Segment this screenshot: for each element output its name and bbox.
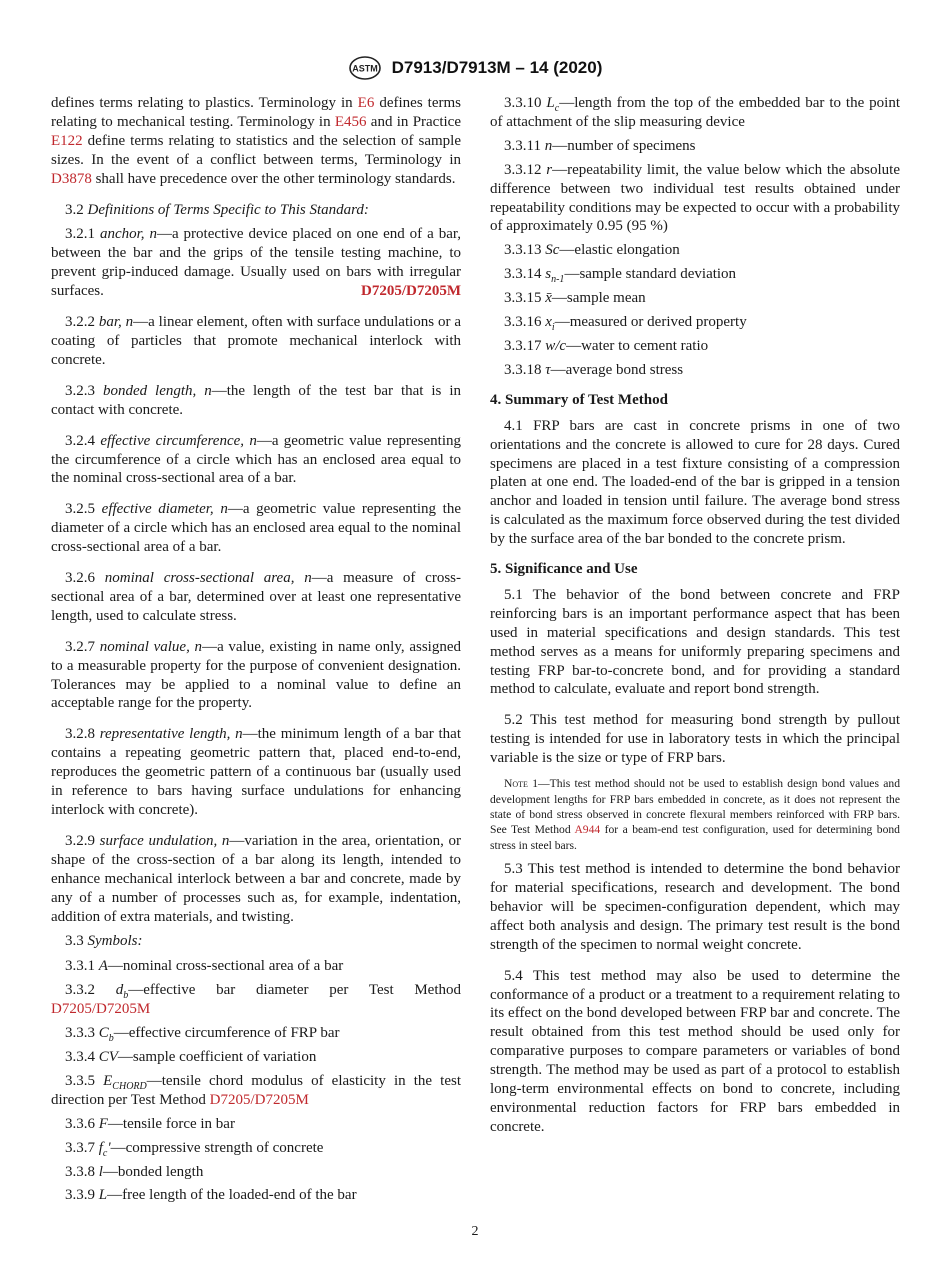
symbol-lc: 3.3.10 $L_c—length$ from the top of the embedded bar to the point of attachment of the slip measuring device: [490, 95, 900, 130]
symbol-l: 3.3.8 l—bonded length: [65, 1163, 204, 1180]
symbol-sn1: 3.3.14 $s_{n-1}—sample$ standard deviation: [504, 266, 737, 286]
page-header: [0, 56, 950, 80]
symbol-cb: 3.3.3 $C_b—effective$ circumference of FRP bar: [65, 1025, 340, 1045]
ref-e456[interactable]: E456: [334, 113, 367, 130]
symbol-echord: 3.3.5 $E_{CHORD}—tensile$ chord modulus of elasticity in the test direction per Test Method D7205/D7205M: [51, 1072, 462, 1108]
section-4-heading: 4. Summary of Test Method: [490, 391, 668, 408]
symbol-r: 3.3.12 r—repeatability limit, the value below which the absolute difference between two individual test results obtained under repeatability conditions may be expected to occur with a probability of approximately 0.95 (95 %): [490, 161, 900, 235]
svg-text:ASTM: ASTM: [351, 63, 378, 74]
ref-d7205-echord[interactable]: D7205/D7205M: [209, 1091, 309, 1108]
definition-nominal-area: 3.2.6 nominal cross-sectional area, n—a measure of cross-sectional area of a bar, determined over at least one representative length, used to calculate stress.: [51, 570, 462, 624]
definition-effective-diameter: 3.2.5 effective diameter, n—a geometric value representing the diameter of a circle which has an enclosed area equal to the nominal cross-sectional area of a bar.: [51, 501, 461, 556]
symbol-a: 3.3.1 A—nominal cross-sectional area of a bar: [65, 958, 344, 975]
paragraph-5-2: 5.2 This test method for measuring bond strength by pullout testing is intended for use in laboratory tests in which the principal variable is the size or type of FRP bars.: [490, 712, 900, 767]
left-column: [51, 94, 461, 1210]
symbol-sc: 3.3.13 Sc—elastic elongation: [504, 242, 680, 259]
right-column: [490, 94, 900, 1143]
paragraph-terminology: defines terms relating to plastics. Terminology in E6 defines terms relating to mechanical testing. Terminology in E456 and in Practice E122 define terms relating to statistics and the selection of sample sizes. In the event of a conflict between terms, Terminology in D3878 shall have precedence over the other terminology standards.: [51, 95, 462, 187]
ref-d3878[interactable]: D3878: [51, 170, 92, 187]
definition-anchor: 3.2.1 anchor, n—a protective device placed on one end of a bar, between the bar and the grips of the tensile testing machine, to prevent grip-induced damage. Usually used on bars with irregular surfaces. D7205/D7205M: [51, 226, 461, 300]
definition-surface-undulation: 3.2.9 surface undulation, n—variation in the area, orientation, or shape of the cross-section of a bar along its length, intended to enhance mechanical interlock between a bar and concrete, made by any of a number of processes such as, for example, indentation, addition of extra materials, and twisting.: [51, 832, 462, 925]
section-3-3-heading: 3.3 Symbols:: [65, 933, 143, 950]
ref-d7205-db[interactable]: D7205/D7205M: [51, 1001, 151, 1018]
symbol-tau: 3.3.18 τ—average bond stress: [504, 361, 684, 378]
ref-a944[interactable]: A944: [574, 823, 601, 837]
ref-e6[interactable]: E6: [357, 95, 375, 111]
symbol-fc: 3.3.7 $f_c'—compressive$ strength of concrete: [65, 1139, 324, 1159]
section-5-heading: 5. Significance and Use: [490, 561, 638, 578]
note-1: Note 1—This test method should not be used to establish design bond values and development lengths for FRP bars embedded in concrete, as it does not represent the state of bond stress observed in concrete flexural members reinforced with FRP bars. See Test Method A944 for a beam-end test configuration, used for determining bond stress in steel bars.: [490, 777, 901, 852]
page-number: 2: [471, 1224, 479, 1239]
section-3-2-heading: 3.2 Definitions of Terms Specific to This Standard:: [65, 201, 369, 218]
symbol-n: 3.3.11 n—number of specimens: [504, 137, 696, 154]
symbol-xi: 3.3.16 $x_i—measured$ or derived property: [504, 314, 747, 334]
definition-nominal-value: 3.2.7 nominal value, n—a value, existing in name only, assigned to a measurable property for the purpose of convenient designation. Tolerances may be applied to a nominal value to define an acceptable range for the property.: [51, 638, 462, 712]
symbol-wc: 3.3.17 w/c—water to cement ratio: [504, 337, 709, 354]
paragraph-5-4: 5.4 This test method may also be used to determine the conformance of a product or a treatment to a requirement relating to its effect on the bond developed between FRP bar and concrete. The result obtained from this test method should be used only for comparative purposes to compare parameters or variables of bond strength. The method may be used as part of a protocol to establish long-term environmental effects on bond to concrete, including environmental reduction factors for FRP bars embedded in concrete.: [490, 967, 900, 1135]
symbol-xbar: 3.3.15 x̄—sample mean: [504, 290, 646, 307]
definition-representative-length: 3.2.8 representative length, n—the minimum length of a bar that contains a repeating geometric pattern that, placed end-to-end, reproduces the geometric pattern of a continuous bar (usually used in reference to bars having surface undulations for enhancing interlock with concrete).: [51, 726, 461, 818]
symbol-cv: 3.3.4 CV—sample coefficient of variation: [65, 1048, 317, 1065]
astm-logo-icon: [348, 56, 382, 80]
ref-e122[interactable]: E122: [51, 132, 83, 149]
symbol-free-length: 3.3.9 L—free length of the loaded-end of the bar: [65, 1187, 357, 1204]
paragraph-5-3: 5.3 This test method is intended to determine the bond behavior for material specifications, research and development. The bond behavior will be specimen-configuration dependent, which may affect both analysis and design. The primary test result is the bond strength of the specimen to normal weight concrete.: [490, 861, 900, 953]
definition-effective-circumference: 3.2.4 effective circumference, n—a geometric value representing the circumference of a circle which has an enclosed area equal to the nominal cross-sectional area of a bar.: [51, 432, 462, 487]
document-id: D7913/D7913M – 14 (2020): [391, 58, 603, 77]
definition-bonded-length: 3.2.3 bonded length, n—the length of the test bar that is in contact with concrete.: [51, 382, 461, 418]
definition-bar: 3.2.2 bar, n—a linear element, often with surface undulations or a coating of particles that promote mechanical interlock with concrete.: [51, 314, 461, 368]
paragraph-5-1: 5.1 The behavior of the bond between concrete and FRP reinforcing bars is an important performance aspect that has been used in material specifications and design standards. This test method serves as a means for uniformly preparing specimens and testing FRP bar-to-concrete bond, and for providing a standard method to calculate, evaluate and report bond strength.: [490, 586, 900, 698]
ref-d7205-anchor[interactable]: D7205/D7205M: [361, 283, 461, 300]
paragraph-4-1: 4.1 FRP bars are cast in concrete prisms in one of two orientations and the concrete is allowed to cure for 28 days. Cured specimens are placed in a test fixture consisting of a compression platen at one end. The loaded-end of the bar is gripped in a tension anchor and loaded in tension until failure. The average bond stress is calculated as the maximum force observed during the test divided by the surface area of the bar bonded to the concrete prism.: [490, 417, 900, 548]
symbol-f: 3.3.6 F—tensile force in bar: [65, 1115, 235, 1132]
symbol-db: 3.3.2 $d_b—effective$ bar diameter per Test Method D7205/D7205M: [51, 982, 461, 1018]
